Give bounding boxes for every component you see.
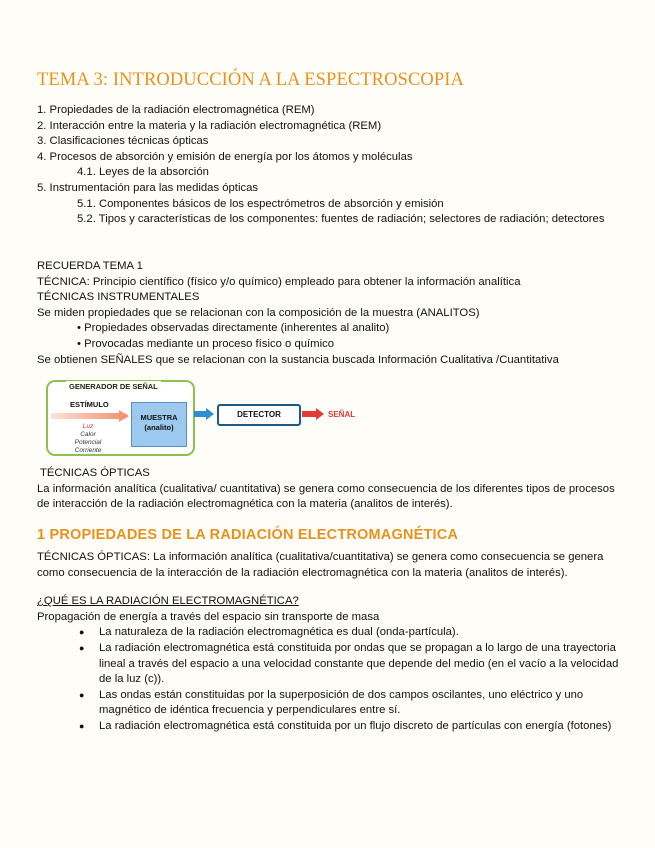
signal-label: SEÑAL xyxy=(328,410,356,419)
stimulus-list xyxy=(70,423,106,455)
detector-box: DETECTOR xyxy=(217,404,301,426)
stimulus-item: Potencial xyxy=(74,439,102,446)
instrumentales-heading: TÉCNICAS INSTRUMENTALES xyxy=(37,291,200,304)
list-item: • Provocadas mediante un proceso físico o químico xyxy=(77,337,627,353)
recuerda-heading: RECUERDA TEMA 1 xyxy=(37,260,143,272)
index-item-5: 5. Instrumentación para las medidas ópticas xyxy=(37,181,259,194)
list-item: ● Las ondas están constituidas por la superposición de dos campos oscilantes, uno eléctrico y uno magnético de idéntica frecuencia y perpendiculares entre sí. xyxy=(79,688,622,719)
senales-text: Se obtienen SEÑALES que se relacionan con la sustancia buscada Información Cualitativa /Cuantitativa xyxy=(37,353,559,366)
sample-label: MUESTRA xyxy=(140,413,178,422)
miden-text: Se miden propiedades que se relacionan con la composición de la muestra (ANALITOS) xyxy=(37,306,480,319)
arrow-right-icon xyxy=(302,408,324,420)
section-1-heading: 1 PROPIEDADES DE LA RADIACIÓN ELECTROMAGNÉTICA xyxy=(37,527,459,543)
generator-label: GENERADOR DE SEÑAL xyxy=(66,381,161,392)
opticas-section xyxy=(37,466,627,513)
rem-question: ¿QUÉ ES LA RADIACIÓN ELECTROMAGNÉTICA? xyxy=(37,595,299,608)
index-item-5-2: 5.2. Tipos y características de los componentes: fuentes de radiación; selectores de radiación; detectores xyxy=(77,213,605,226)
signal-diagram xyxy=(44,374,374,460)
index-item-3: 3. Clasificaciones técnicas ópticas xyxy=(37,135,209,148)
stimulus-arrow-icon xyxy=(51,410,129,422)
list-item: • Propiedades observadas directamente (inherentes al analito) xyxy=(77,321,627,337)
arrow-right-icon xyxy=(194,408,214,420)
rem-bullets xyxy=(37,625,622,734)
tecnica-definition: TÉCNICA: Principio científico (físico y/o químico) empleado para obtener la información analítica xyxy=(37,275,521,288)
index-item-2: 2. Interacción entre la materia y la radiación electromagnética (REM) xyxy=(37,119,382,132)
stimulus-label: ESTÍMULO xyxy=(70,400,109,409)
stimulus-item: Calor xyxy=(80,431,96,438)
index-item-5-1: 5.1. Componentes básicos de los espectrómetros de absorción y emisión xyxy=(77,197,444,210)
index-item-4-1: 4.1. Leyes de la absorción xyxy=(77,166,209,179)
index-item-1: 1. Propiedades de la radiación electromagnética (REM) xyxy=(37,104,315,116)
opticas-text: La información analítica (cualitativa/ cuantitativa) se genera como consecuencia de los diferentes tipos de procesos de interacción de la radiación electromagnética con la materia (analitos de interés). xyxy=(37,482,615,511)
sample-box xyxy=(131,402,187,447)
opticas-heading: TÉCNICAS ÓPTICAS xyxy=(40,467,150,479)
rem-definition: Propagación de energía a través del espacio sin transporte de masa xyxy=(37,610,380,623)
index-item-4: 4. Procesos de absorción y emisión de energía por los átomos y moléculas xyxy=(37,150,413,163)
list-item: ● La radiación electromagnética está constituida por un flujo discreto de partículas con energía (fotones) xyxy=(79,719,622,735)
stimulus-item: Luz xyxy=(82,423,94,430)
list-item: ● La radiación electromagnética está constituida por ondas que se propagan a lo largo de una trayectoria lineal a través del espacio a una velocidad constante que depende del medio (en el vacío a la velocidad de la luz (c)). xyxy=(79,641,622,688)
recuerda-section xyxy=(37,259,627,368)
generator-box xyxy=(46,380,195,456)
page-title: TEMA 3: INTRODUCCIÓN A LA ESPECTROSCOPIA xyxy=(37,70,464,90)
analyte-label: (analito) xyxy=(144,423,174,432)
section-1-body xyxy=(37,550,622,735)
list-item: ● La naturaleza de la radiación electromagnética es dual (onda-partícula). xyxy=(79,625,622,641)
recuerda-bullets xyxy=(37,321,627,352)
stimulus-item: Corriente xyxy=(74,447,102,454)
section-1-intro: TÉCNICAS ÓPTICAS: La información analítica (cualitativa/cuantitativa) se genera como consecuencia se genera como consecuencia de la interacción de la radiación electromagnética con la materia (analitos de interés). xyxy=(37,551,604,579)
index-list xyxy=(37,103,627,228)
